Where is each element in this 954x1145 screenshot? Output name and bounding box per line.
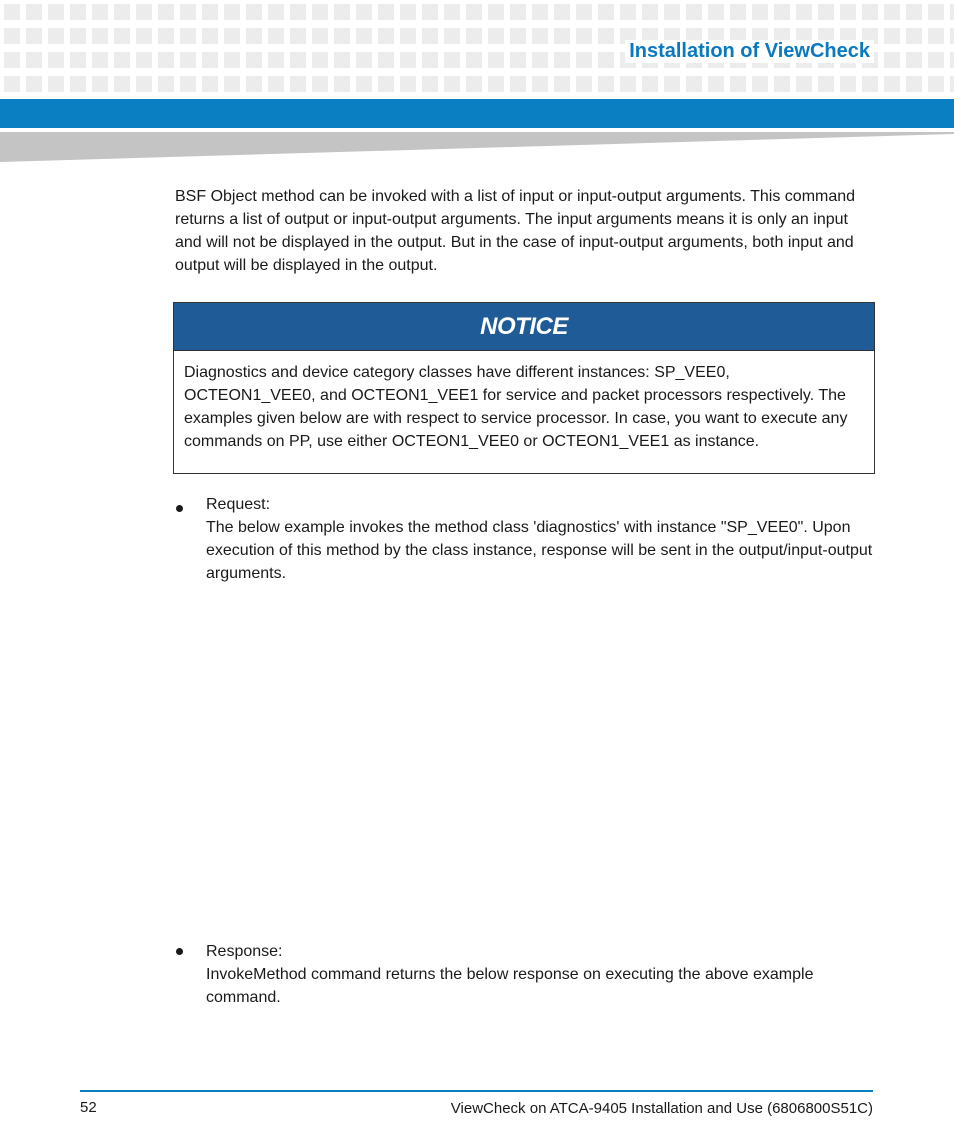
pattern-square	[576, 76, 592, 92]
pattern-square	[532, 76, 548, 92]
intro-paragraph: BSF Object method can be invoked with a list of input or input-output arguments. This command returns a list of output or input-output arguments. The input arguments means it is only an input and will not be displayed in the output. But in the case of input-output arguments, both input and output will be displayed in the output.	[175, 188, 856, 274]
pattern-square	[70, 76, 86, 92]
pattern-square	[444, 4, 460, 20]
pattern-square	[290, 4, 306, 20]
pattern-square	[356, 52, 372, 68]
pattern-square	[158, 52, 174, 68]
pattern-square	[268, 76, 284, 92]
header-gray-wedge	[0, 128, 954, 164]
pattern-square	[730, 76, 746, 92]
pattern-square	[532, 4, 548, 20]
pattern-square	[488, 4, 504, 20]
pattern-square	[906, 52, 922, 68]
pattern-square	[4, 28, 20, 44]
pattern-square	[510, 28, 526, 44]
pattern-square	[378, 52, 394, 68]
pattern-square	[488, 52, 504, 68]
pattern-square	[136, 76, 152, 92]
pattern-square	[136, 28, 152, 44]
pattern-square	[180, 28, 196, 44]
pattern-square	[686, 4, 702, 20]
pattern-square	[862, 76, 878, 92]
pattern-square	[686, 76, 702, 92]
pattern-square	[906, 76, 922, 92]
pattern-square	[400, 4, 416, 20]
notice-title: NOTICE	[480, 312, 568, 340]
pattern-square	[158, 76, 174, 92]
pattern-square	[48, 52, 64, 68]
pattern-square	[246, 76, 262, 92]
pattern-square	[510, 4, 526, 20]
pattern-square	[4, 76, 20, 92]
pattern-square	[268, 28, 284, 44]
pattern-square	[246, 28, 262, 44]
pattern-square	[334, 76, 350, 92]
pattern-square	[620, 76, 636, 92]
pattern-square	[158, 28, 174, 44]
pattern-square	[532, 52, 548, 68]
pattern-square	[158, 4, 174, 20]
pattern-square	[400, 52, 416, 68]
pattern-square	[48, 28, 64, 44]
pattern-square	[444, 52, 460, 68]
pattern-square	[114, 52, 130, 68]
pattern-square	[114, 28, 130, 44]
pattern-square	[48, 76, 64, 92]
bullet-request	[206, 493, 876, 585]
footer-divider	[80, 1090, 873, 1092]
pattern-square	[488, 28, 504, 44]
pattern-square	[48, 4, 64, 20]
pattern-square	[422, 76, 438, 92]
pattern-square	[906, 4, 922, 20]
pattern-square	[510, 76, 526, 92]
pattern-square	[400, 28, 416, 44]
pattern-square	[70, 52, 86, 68]
pattern-square	[840, 4, 856, 20]
bullet-response	[206, 940, 876, 1009]
pattern-square	[422, 4, 438, 20]
pattern-square	[928, 28, 944, 44]
pattern-square	[114, 76, 130, 92]
pattern-square	[554, 4, 570, 20]
pattern-square	[114, 4, 130, 20]
pattern-square	[70, 28, 86, 44]
pattern-square	[202, 76, 218, 92]
pattern-square	[202, 4, 218, 20]
pattern-square	[92, 4, 108, 20]
pattern-square	[180, 52, 196, 68]
pattern-square	[774, 4, 790, 20]
pattern-square	[488, 76, 504, 92]
pattern-square	[818, 4, 834, 20]
pattern-square	[224, 28, 240, 44]
pattern-square	[444, 76, 460, 92]
pattern-square	[356, 4, 372, 20]
pattern-square	[950, 4, 954, 20]
pattern-square	[950, 28, 954, 44]
bullet-text: The below example invokes the method class 'diagnostics' with instance "SP_VEE0". Upon execution of this method by the class instance, response will be sent in the output/input-output arguments.	[206, 519, 873, 582]
pattern-square	[136, 52, 152, 68]
pattern-square	[664, 4, 680, 20]
pattern-square	[378, 76, 394, 92]
pattern-square	[466, 4, 482, 20]
pattern-square	[818, 76, 834, 92]
pattern-square	[422, 28, 438, 44]
section-title: Installation of ViewCheck	[625, 40, 874, 63]
pattern-square	[796, 4, 812, 20]
pattern-square	[598, 28, 614, 44]
pattern-square	[466, 76, 482, 92]
pattern-square	[246, 52, 262, 68]
pattern-square	[224, 76, 240, 92]
pattern-square	[466, 52, 482, 68]
pattern-square	[862, 4, 878, 20]
pattern-square	[510, 52, 526, 68]
pattern-square	[224, 52, 240, 68]
pattern-square	[598, 76, 614, 92]
pattern-square	[180, 76, 196, 92]
pattern-square	[752, 76, 768, 92]
pattern-square	[268, 4, 284, 20]
pattern-square	[576, 28, 592, 44]
pattern-square	[268, 52, 284, 68]
pattern-square	[202, 28, 218, 44]
header-blue-bar	[0, 99, 954, 128]
pattern-square	[92, 52, 108, 68]
notice-header	[174, 303, 874, 351]
pattern-square	[906, 28, 922, 44]
pattern-square	[466, 28, 482, 44]
pattern-square	[312, 28, 328, 44]
pattern-square	[554, 28, 570, 44]
pattern-square	[26, 76, 42, 92]
pattern-square	[92, 28, 108, 44]
pattern-square	[356, 76, 372, 92]
pattern-square	[180, 4, 196, 20]
pattern-square	[400, 76, 416, 92]
pattern-square	[312, 4, 328, 20]
pattern-square	[598, 4, 614, 20]
pattern-square	[312, 76, 328, 92]
pattern-square	[554, 52, 570, 68]
pattern-square	[202, 52, 218, 68]
bullet-label: Response:	[206, 943, 283, 960]
pattern-square	[950, 76, 954, 92]
pattern-square	[224, 4, 240, 20]
notice-text: Diagnostics and device category classes have different instances: SP_VEE0, OCTEON1_VEE0, and OCTEON1_VEE1 for service and packet processors respectively. The examples given below are with respect to service processor. In case, you want to execute any commands on PP, use either OCTEON1_VEE0 or OCTEON1_VEE1 as instance.	[184, 364, 848, 450]
pattern-square	[26, 4, 42, 20]
pattern-square	[334, 28, 350, 44]
pattern-square	[576, 4, 592, 20]
pattern-square	[378, 4, 394, 20]
bullet-dot	[176, 948, 183, 955]
pattern-square	[334, 4, 350, 20]
pattern-square	[4, 4, 20, 20]
pattern-square	[70, 4, 86, 20]
bullet-dot	[176, 505, 183, 512]
pattern-square	[334, 52, 350, 68]
notice-box	[173, 302, 875, 474]
pattern-square	[708, 4, 724, 20]
pattern-square	[312, 52, 328, 68]
pattern-square	[4, 52, 20, 68]
pattern-square	[840, 76, 856, 92]
pattern-square	[928, 52, 944, 68]
pattern-square	[752, 4, 768, 20]
pattern-square	[92, 76, 108, 92]
pattern-square	[774, 76, 790, 92]
pattern-square	[950, 52, 954, 68]
pattern-square	[26, 28, 42, 44]
pattern-square	[290, 52, 306, 68]
pattern-square	[620, 4, 636, 20]
pattern-square	[290, 28, 306, 44]
pattern-square	[664, 76, 680, 92]
pattern-square	[576, 52, 592, 68]
pattern-square	[884, 76, 900, 92]
pattern-square	[642, 76, 658, 92]
pattern-square	[928, 4, 944, 20]
pattern-square	[730, 4, 746, 20]
pattern-square	[246, 4, 262, 20]
pattern-square	[532, 28, 548, 44]
pattern-square	[796, 76, 812, 92]
bullet-text: InvokeMethod command returns the below response on executing the above example command.	[206, 966, 814, 1006]
pattern-square	[378, 28, 394, 44]
pattern-square	[356, 28, 372, 44]
pattern-square	[598, 52, 614, 68]
pattern-square	[136, 4, 152, 20]
pattern-square	[884, 4, 900, 20]
pattern-square	[290, 76, 306, 92]
pattern-square	[642, 4, 658, 20]
pattern-square	[422, 52, 438, 68]
pattern-square	[884, 52, 900, 68]
pattern-square	[444, 28, 460, 44]
pattern-square	[708, 76, 724, 92]
bullet-label: Request:	[206, 496, 271, 513]
pattern-square	[884, 28, 900, 44]
pattern-square	[26, 52, 42, 68]
pattern-square	[554, 76, 570, 92]
page-number: 52	[80, 1099, 97, 1116]
footer-doc-title: ViewCheck on ATCA-9405 Installation and Use (6806800S51C)	[450, 1100, 873, 1117]
pattern-square	[928, 76, 944, 92]
